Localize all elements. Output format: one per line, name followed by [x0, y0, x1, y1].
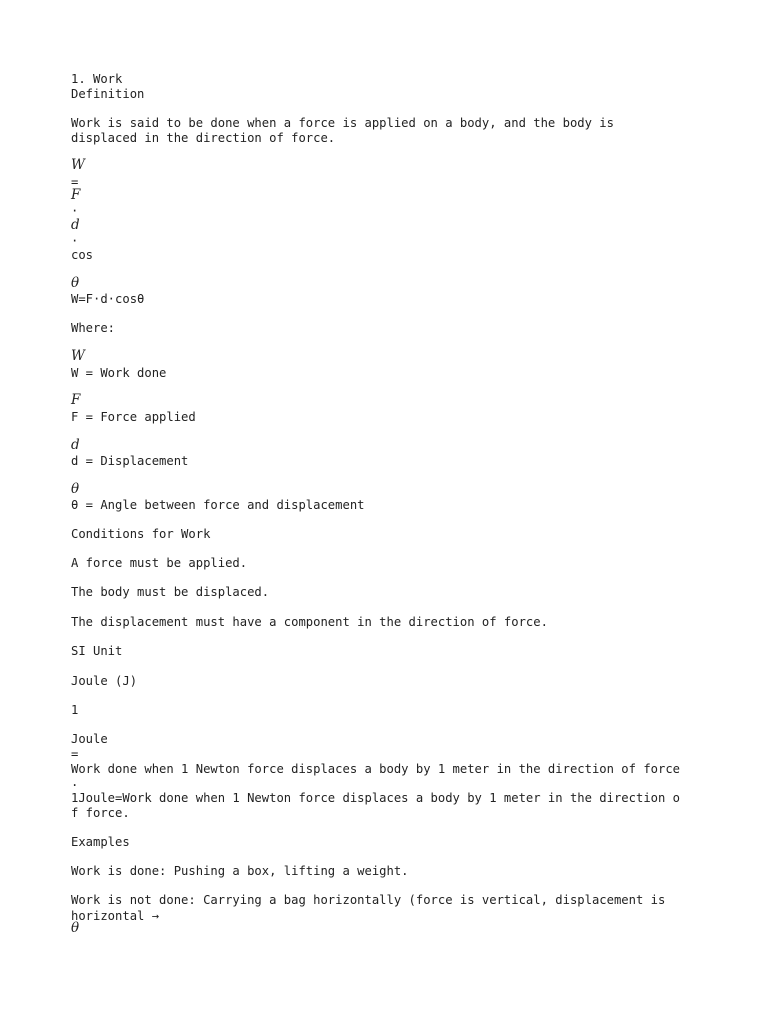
si-unit-definition: Work done when 1 Newton force displaces a body by 1 meter in the direction of force: [71, 762, 681, 776]
where-text-w: W = Work done: [71, 366, 167, 380]
conditions-heading: Conditions for Work: [71, 527, 211, 541]
example-work-not-done-line-2: horizontal →: [71, 909, 160, 923]
si-unit-dot: .: [71, 775, 79, 789]
formula-cos: cos: [71, 248, 94, 262]
where-text-d: d = Displacement: [71, 454, 189, 468]
formula-dot-2: ·: [71, 234, 79, 248]
si-unit-equals: =: [71, 747, 79, 761]
examples-heading: Examples: [71, 835, 130, 849]
where-symbol-theta: θ: [71, 481, 80, 497]
definition-heading: Definition: [71, 87, 145, 101]
si-unit-one: 1: [71, 703, 79, 717]
example-theta-symbol: θ: [71, 920, 80, 936]
formula-dot-1: ·: [71, 204, 79, 218]
formula-equals: =: [71, 175, 79, 189]
si-unit-joule: Joule: [71, 732, 108, 746]
formula-symbol-f: F: [71, 187, 81, 203]
example-work-done: Work is done: Pushing a box, lifting a weight.: [71, 864, 409, 878]
where-symbol-w: W: [71, 348, 85, 364]
definition-text-line-1: Work is said to be done when a force is applied on a body, and the body is: [71, 116, 614, 130]
formula-symbol-w: W: [71, 157, 85, 173]
example-work-not-done-line-1: Work is not done: Carrying a bag horizontally (force is vertical, displacement is: [71, 893, 666, 907]
condition-item-3: The displacement must have a component in the direction of force.: [71, 615, 548, 629]
condition-item-1: A force must be applied.: [71, 556, 248, 570]
formula-symbol-d: d: [71, 217, 80, 233]
condition-item-2: The body must be displaced.: [71, 585, 270, 599]
where-label: Where:: [71, 321, 116, 335]
si-unit-plain-line-1: 1Joule=Work done when 1 Newton force displaces a body by 1 meter in the direction o: [71, 791, 681, 805]
si-unit-heading: SI Unit: [71, 644, 123, 658]
formula-symbol-theta: θ: [71, 275, 80, 291]
si-unit-value: Joule (J): [71, 674, 138, 688]
definition-text-line-2: displaced in the direction of force.: [71, 131, 336, 145]
section-heading: 1. Work: [71, 72, 123, 86]
where-text-theta: θ = Angle between force and displacement: [71, 498, 365, 512]
where-text-f: F = Force applied: [71, 410, 196, 424]
where-symbol-f: F: [71, 392, 81, 408]
si-unit-plain-line-2: f force.: [71, 806, 130, 820]
where-symbol-d: d: [71, 437, 80, 453]
formula-plain: W=F·d·cosθ: [71, 292, 145, 306]
